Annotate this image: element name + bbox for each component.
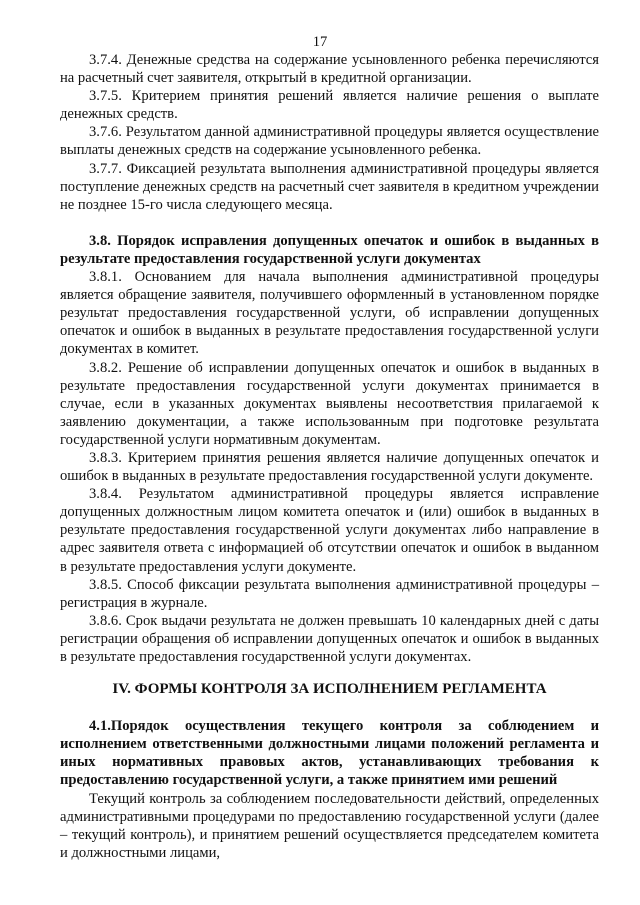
spacer [60, 214, 599, 232]
heading-4-1: 4.1.Порядок осуществления текущего контроля за соблюдением и исполнением ответственными должностными лицами положений регламента и иных нормативных правовых актов, устанавливающих требования к предоставлению государственной услуги, а также принятием ими решений [60, 718, 599, 789]
paragraph-3-8-4: 3.8.4. Результатом административной процедуры является исправление допущенных должностным лицом комитета опечаток и (или) ошибок в выданных в результате предоставления государственной услуги документах либо направление в адрес заявителя ответа с информацией об отсутствии опечаток и ошибок в выданном в результате предоставления услуги документе. [60, 486, 599, 575]
paragraph-3-8-1: 3.8.1. Основанием для начала выполнения административной процедуры является обращение заявителя, получившего оформленный в установленном порядке результат предоставления государственной услуги, об исправлении допущенных опечаток и ошибок в выданных в результате предоставления государственной услуги документах в комитет. [60, 269, 599, 358]
paragraph-3-8-2: 3.8.2. Решение об исправлении допущенных опечаток и ошибок в выданных в результате предоставления государственной услуги документах принимается в случае, если в указанных документах выявлены несоответствия прилагаемой к заявлению документации, а также использованным при подготовке результата государственной услуги нормативным документам. [60, 359, 599, 448]
heading-3-8: 3.8. Порядок исправления допущенных опечаток и ошибок в выданных в результате предоставления государственной услуги документах [60, 232, 599, 267]
paragraph-3-7-7: 3.7.7. Фиксацией результата выполнения административной процедуры является поступление денежных средств на расчетный счет заявителя в кредитном учреждении не позднее 15-го числа следующего месяца. [60, 160, 599, 213]
page-body [60, 51, 599, 862]
paragraph-3-7-6: 3.7.6. Результатом данной административной процедуры является осуществление выплаты денежных средств на содержание усыновленного ребенка. [60, 124, 599, 159]
section-iv-title: IV. ФОРМЫ КОНТРОЛЯ ЗА ИСПОЛНЕНИЕМ РЕГЛАМЕНТА [112, 681, 547, 698]
paragraph-4-1-text: Текущий контроль за соблюдением последовательности действий, определенных административными процедурами по предоставлению государственной услуги (далее – текущий контроль), и принятием решений осуществляется председателем комитета и должностными лицами, [60, 790, 599, 861]
paragraph-3-7-5: 3.7.5. Критерием принятия решений является наличие решения о выплате денежных средств. [60, 88, 599, 123]
paragraph-3-7-4: 3.7.4. Денежные средства на содержание усыновленного ребенка перечисляются на расчетный счет заявителя, открытый в кредитной организации. [60, 52, 599, 87]
paragraph-3-8-3: 3.8.3. Критерием принятия решения является наличие допущенных опечаток и ошибок в выданных в результате предоставления государственной услуги документе. [60, 449, 599, 485]
paragraph-3-8-6: 3.8.6. Срок выдачи результата не должен превышать 10 календарных дней с даты регистрации обращения об исправлении допущенных опечаток и ошибок в выданных в результате предоставления государственной услуги документах. [60, 612, 599, 665]
paragraph-3-8-5: 3.8.5. Способ фиксации результата выполнения административной процедуры – регистрация в журнале. [60, 576, 599, 611]
page-number: 17 [312, 34, 328, 50]
